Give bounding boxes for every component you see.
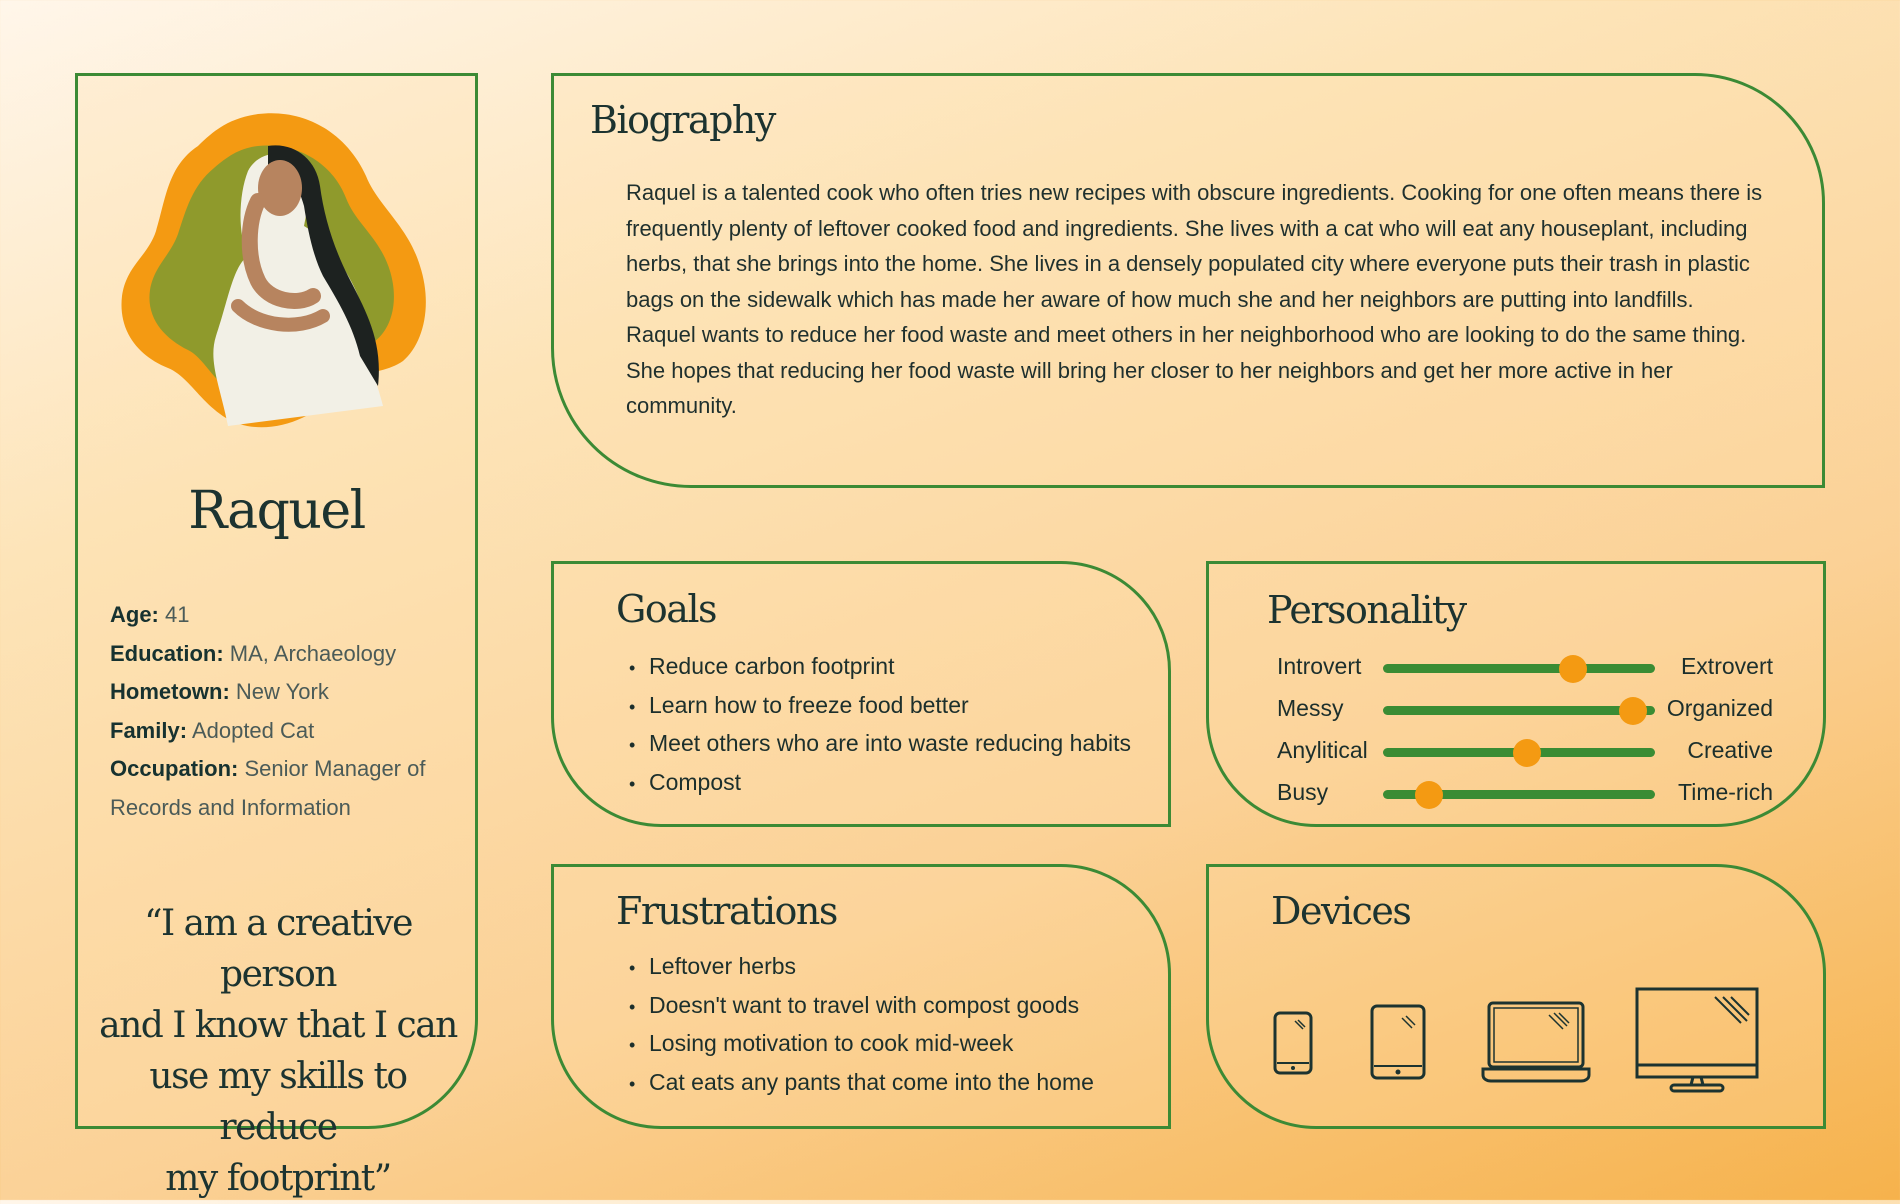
list-item: • Compost <box>629 763 1131 802</box>
trait-left-label: Anylitical <box>1277 737 1368 763</box>
trait-slider <box>1383 790 1655 799</box>
trait-left-label: Introvert <box>1277 653 1362 679</box>
goals-title: Goals <box>616 587 717 631</box>
fact-value: Senior Manager of Records and Information <box>110 756 426 820</box>
trait-row <box>1209 773 1823 813</box>
frustrations-list <box>629 947 1094 1101</box>
trait-row <box>1209 689 1823 729</box>
fact-label: Hometown: <box>110 679 230 704</box>
quote-line: my footprint” <box>165 1158 391 1199</box>
frustrations-card <box>551 864 1171 1129</box>
trait-slider <box>1383 706 1655 715</box>
laptop-icon <box>1481 1001 1591 1083</box>
avatar <box>108 106 448 436</box>
fact-value: Adopted Cat <box>191 717 315 743</box>
fact-value: 41 <box>165 602 190 627</box>
trait-right-label: Time-rich <box>1678 779 1773 805</box>
fact-value: MA, Archaeology <box>229 640 397 666</box>
trait-slider <box>1383 664 1655 673</box>
quote-line: and I know that I can <box>99 1005 457 1046</box>
persona-name: Raquel <box>188 481 365 541</box>
goals-list <box>629 647 1131 801</box>
list-item: • Learn how to freeze food better <box>629 686 1131 725</box>
slider-knob <box>1619 697 1647 725</box>
trait-right-label: Organized <box>1666 695 1773 721</box>
trait-left-label: Messy <box>1277 695 1344 721</box>
list-item: • Reduce carbon footprint <box>629 647 1131 686</box>
fact-label: Education: <box>110 640 224 666</box>
fact-value: New York <box>235 679 329 704</box>
fact-occupation <box>110 750 460 827</box>
slider-knob <box>1415 781 1443 809</box>
fact-family <box>110 712 460 751</box>
fact-label: Family: <box>110 717 188 743</box>
fact-age <box>110 596 460 635</box>
fact-education <box>110 635 460 674</box>
list-item: • Losing motivation to cook mid-week <box>629 1024 1094 1063</box>
devices-title: Devices <box>1271 889 1411 933</box>
list-item: • Cat eats any pants that come into the home <box>629 1063 1094 1102</box>
desktop-monitor-icon <box>1635 987 1759 1095</box>
trait-row <box>1209 731 1823 771</box>
biography-title: Biography <box>590 98 775 142</box>
quote-line: use my skills to reduce <box>149 1056 407 1148</box>
trait-slider <box>1383 748 1655 757</box>
biography-text: Raquel is a talented cook who often tries new recipes with obscure ingredients. Cooking for one often means there is frequently plenty of leftover cooked food and ingredients. She lives with a cat who will eat any houseplant, including herbs, that she brings into the home. She lives in a densely populated city where everyone puts their trash in plastic bags on the sidewalk which has made her aware of how much she and her neighbors are putting into landfills. Raquel wants to reduce her food waste and meet others in her neighborhood who are looking to do the same thing. She hopes that reducing her food waste will bring her closer to her neighbors and get her more active in her community. <box>626 180 1763 418</box>
tablet-icon <box>1370 1004 1426 1080</box>
biography-card <box>551 73 1825 488</box>
trait-left-label: Busy <box>1277 779 1329 805</box>
slider-knob <box>1513 739 1541 767</box>
quote-line: “I am a creative person <box>144 903 412 995</box>
goals-card <box>551 561 1171 827</box>
trait-right-label: Creative <box>1687 737 1773 763</box>
fact-label: Occupation: <box>110 756 239 781</box>
persona-facts <box>110 596 460 827</box>
trait-right-label: Extrovert <box>1680 653 1773 679</box>
fact-label: Age: <box>110 602 159 627</box>
profile-card <box>75 73 478 1199</box>
trait-row <box>1209 647 1823 687</box>
list-item: • Meet others who are into waste reducing habits <box>629 724 1131 763</box>
personality-card <box>1206 561 1826 827</box>
slider-knob <box>1559 655 1587 683</box>
list-item: • Leftover herbs <box>629 947 1094 986</box>
smartphone-icon <box>1273 1011 1313 1075</box>
persona-quote <box>98 898 458 1204</box>
personality-title: Personality <box>1267 588 1466 632</box>
devices-card <box>1206 864 1826 1129</box>
frustrations-title: Frustrations <box>616 889 837 933</box>
fact-hometown <box>110 673 460 712</box>
list-item: • Doesn't want to travel with compost goods <box>629 986 1094 1025</box>
